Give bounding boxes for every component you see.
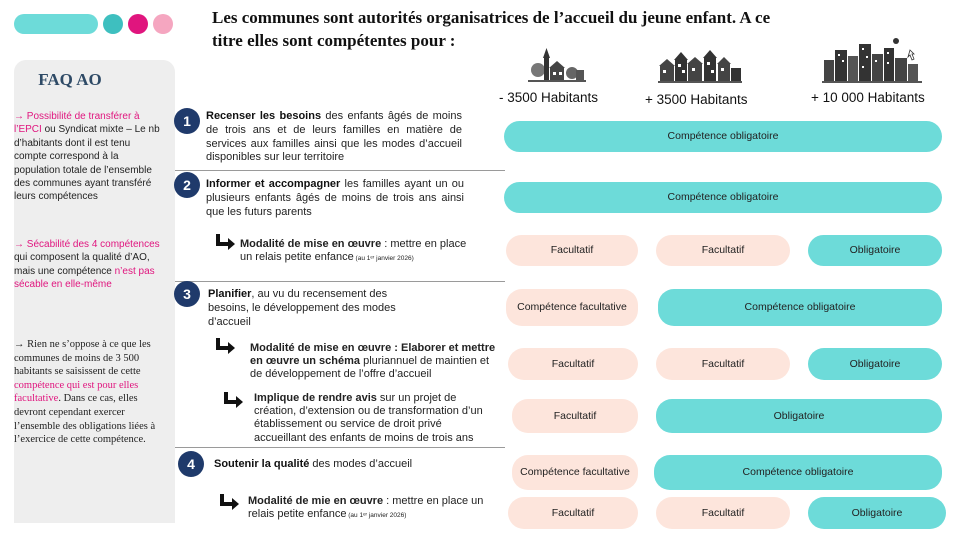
sub-arrow-icon bbox=[220, 494, 232, 506]
header-medium-communes: + 3500 Habitants bbox=[645, 92, 748, 107]
divider bbox=[175, 447, 505, 448]
faq-note-secabilite: → Sécabilité des 4 compétences qui composent la qualité d’AO, mais une compétence n’est pas sécable en elle-même bbox=[14, 239, 160, 291]
arrow-right-icon: → bbox=[14, 339, 25, 350]
section-2-pill-medium: Facultatif bbox=[656, 235, 790, 266]
section-3-avis-pill-medium-large: Obligatoire bbox=[656, 399, 942, 433]
section-number-4: 4 bbox=[178, 451, 204, 477]
section-3-description: Planifier, au vu du recensement des besoins, le développement des modes d’accueil bbox=[208, 288, 396, 328]
section-2-pill-large: Obligatoire bbox=[808, 235, 942, 266]
section-2-pill-all: Compétence obligatoire bbox=[504, 182, 942, 213]
village-icon bbox=[528, 44, 586, 89]
header-large-communes: + 10 000 Habitants bbox=[811, 90, 925, 105]
faq-title: FAQ AO bbox=[38, 70, 102, 89]
section-4-modality: Modalité de mie en œuvre : mettre en place un relais petite enfance (au 1ᵉʳ janvier 2026) bbox=[248, 495, 484, 521]
decorative-dot-teal bbox=[103, 14, 123, 34]
divider bbox=[175, 170, 505, 171]
section-3-schema-pill-small: Facultatif bbox=[508, 348, 638, 380]
section-2-pill-small: Facultatif bbox=[506, 235, 638, 266]
section-4-pill-medium-large: Compétence obligatoire bbox=[654, 455, 942, 490]
section-number-2: 2 bbox=[174, 172, 200, 198]
city-icon bbox=[822, 36, 922, 89]
section-1-pill-all: Compétence obligatoire bbox=[504, 121, 942, 152]
section-3-modality-schema: Modalité de mise en œuvre : Elaborer et mettre en œuvre un schéma pluriannuel de maintien et de développement de l’offre d’accueil bbox=[250, 342, 496, 381]
section-4-pill-medium-modality: Facultatif bbox=[656, 497, 790, 529]
section-1-description: Recenser les besoins des enfants âgés de moins de trois ans et de leurs familles en matière de services aux familles ainsi que les modes d’accueil disponibles sur leur territoire bbox=[206, 110, 462, 164]
header-small-communes: - 3500 Habitants bbox=[499, 90, 599, 105]
section-3-avis: Implique de rendre avis sur un projet de création, d’extension ou de transformation d’un établissement ou service de droit privé accueillant des enfants de moins de trois ans bbox=[254, 392, 483, 444]
section-3-avis-pill-small: Facultatif bbox=[512, 399, 638, 433]
section-2-description: Informer et accompagner les familles ayant un ou plusieurs enfants âgés de moins de trois ans ainsi que les futurs parents bbox=[206, 178, 464, 218]
section-3-pill-small: Compétence facultative bbox=[506, 289, 638, 326]
title-line-2: titre elles sont compétentes pour : bbox=[212, 31, 456, 50]
arrow-right-icon: → bbox=[14, 111, 24, 122]
arrow-right-icon: → bbox=[14, 239, 24, 250]
section-4-pill-small: Compétence facultative bbox=[512, 455, 638, 490]
section-number-3: 3 bbox=[174, 281, 200, 307]
section-3-pill-medium-large: Compétence obligatoire bbox=[658, 289, 942, 326]
sub-arrow-icon bbox=[216, 234, 228, 246]
sub-arrow-icon bbox=[216, 338, 228, 350]
section-4-pill-large-modality: Obligatoire bbox=[808, 497, 946, 529]
decorative-bar bbox=[14, 14, 98, 34]
section-number-1: 1 bbox=[174, 108, 200, 134]
section-3-schema-pill-large: Obligatoire bbox=[808, 348, 942, 380]
sub-arrow-icon bbox=[224, 392, 236, 404]
faq-note-small-communes: → Rien ne s’oppose à ce que les communes de moins de 3 500 habitants se saisissent de cette compétence qui est pour elles facultative. Dans ce cas, elles devront cependant exercer l’ensemble des obligations liées à l’exercice de cette compétence. bbox=[14, 339, 156, 446]
decorative-dot-pink bbox=[153, 14, 173, 34]
faq-note-transfer: → Possibilité de transférer à l’EPCI ou Syndicat mixte – Le nb d’habitants dont il est tenu compte correspond à la population totale de l’ensemble des communes ayant transféré leurs compétences bbox=[14, 111, 160, 203]
town-icon bbox=[658, 44, 742, 89]
section-3-schema-pill-medium: Facultatif bbox=[656, 348, 790, 380]
decorative-dot-magenta bbox=[128, 14, 148, 34]
title-line-1: Les communes sont autorités organisatrices de l’accueil du jeune enfant. A ce bbox=[212, 8, 771, 27]
divider bbox=[175, 281, 505, 282]
section-4-pill-small-modality: Facultatif bbox=[508, 497, 638, 529]
section-4-description: Soutenir la qualité des modes d’accueil bbox=[214, 458, 413, 470]
section-2-modality: Modalité de mise en œuvre : mettre en place un relais petite enfance (au 1ᵉʳ janvier 2026) bbox=[240, 238, 467, 264]
